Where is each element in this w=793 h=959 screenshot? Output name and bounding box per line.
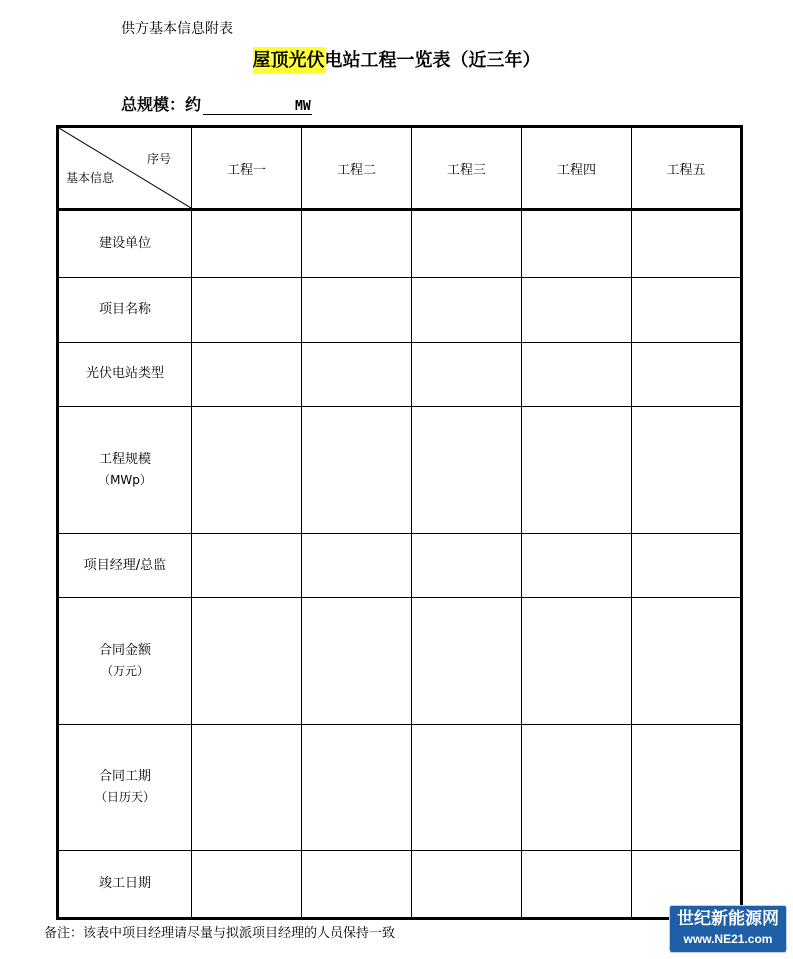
title-rest: 电站工程一览表（近三年）	[324, 50, 541, 71]
data-cell[interactable]	[632, 342, 742, 407]
project-table	[56, 125, 743, 920]
page-title	[0, 46, 793, 72]
data-cell[interactable]	[412, 407, 522, 533]
data-cell[interactable]	[522, 851, 632, 919]
watermark-logo	[669, 905, 787, 953]
data-cell[interactable]	[192, 598, 302, 724]
data-cell[interactable]	[522, 277, 632, 342]
data-cell[interactable]	[412, 342, 522, 407]
data-cell[interactable]	[302, 724, 412, 850]
scale-unit: MW	[295, 99, 311, 114]
data-cell[interactable]	[192, 407, 302, 533]
data-cell[interactable]	[522, 210, 632, 278]
data-cell[interactable]	[632, 407, 742, 533]
data-cell[interactable]	[302, 533, 412, 598]
row-label: 项目名称	[58, 277, 192, 342]
row-label: 合同工期 （日历天）	[58, 724, 192, 850]
data-cell[interactable]	[302, 342, 412, 407]
data-cell[interactable]	[412, 598, 522, 724]
data-cell[interactable]	[192, 342, 302, 407]
column-header: 工程一	[192, 127, 302, 210]
row-label: 合同金额 （万元）	[58, 598, 192, 724]
data-cell[interactable]	[302, 210, 412, 278]
row-label: 建设单位	[58, 210, 192, 278]
data-cell[interactable]	[412, 851, 522, 919]
table-row	[58, 342, 742, 407]
data-cell[interactable]	[192, 851, 302, 919]
data-cell[interactable]	[412, 277, 522, 342]
table-row	[58, 533, 742, 598]
corner-cell	[58, 127, 192, 210]
data-cell[interactable]	[632, 724, 742, 850]
data-cell[interactable]	[302, 407, 412, 533]
data-cell[interactable]	[302, 277, 412, 342]
table-header-row	[58, 127, 742, 210]
appendix-label: 供方基本信息附表	[121, 21, 233, 37]
data-cell[interactable]	[522, 724, 632, 850]
data-cell[interactable]	[522, 598, 632, 724]
table-row	[58, 851, 742, 919]
total-scale-line	[121, 92, 312, 115]
row-label: 光伏电站类型	[58, 342, 192, 407]
table-row	[58, 598, 742, 724]
data-cell[interactable]	[632, 210, 742, 278]
scale-label: 总规模：约	[121, 95, 202, 114]
row-label: 项目经理/总监	[58, 533, 192, 598]
data-cell[interactable]	[302, 598, 412, 724]
table-row	[58, 277, 742, 342]
column-header: 工程五	[632, 127, 742, 210]
table-row	[58, 210, 742, 278]
data-cell[interactable]	[522, 407, 632, 533]
table-row	[58, 724, 742, 850]
diagonal-line	[59, 128, 191, 208]
data-cell[interactable]	[192, 210, 302, 278]
corner-label-bottom: 基本信息	[66, 171, 115, 185]
data-cell[interactable]	[192, 724, 302, 850]
corner-label-top: 序号	[146, 152, 171, 166]
watermark-title: 世纪新能源网	[677, 909, 779, 929]
table-row	[58, 407, 742, 533]
column-header: 工程四	[522, 127, 632, 210]
row-label: 竣工日期	[58, 851, 192, 919]
data-cell[interactable]	[192, 533, 302, 598]
data-cell[interactable]	[522, 342, 632, 407]
data-cell[interactable]	[412, 210, 522, 278]
title-highlight: 屋顶光伏	[253, 47, 325, 74]
data-cell[interactable]	[302, 851, 412, 919]
data-cell[interactable]	[632, 598, 742, 724]
watermark-url: www.NE21.com	[683, 932, 773, 946]
data-cell[interactable]	[412, 533, 522, 598]
data-cell[interactable]	[632, 277, 742, 342]
data-cell[interactable]	[522, 533, 632, 598]
data-cell[interactable]	[632, 533, 742, 598]
data-cell[interactable]	[412, 724, 522, 850]
data-cell[interactable]	[192, 277, 302, 342]
column-header: 工程二	[302, 127, 412, 210]
column-header: 工程三	[412, 127, 522, 210]
footnote: 备注：该表中项目经理请尽量与拟派项目经理的人员保持一致	[44, 926, 396, 941]
scale-blank-field[interactable]	[203, 98, 295, 115]
row-label: 工程规模 （MWp）	[58, 407, 192, 533]
